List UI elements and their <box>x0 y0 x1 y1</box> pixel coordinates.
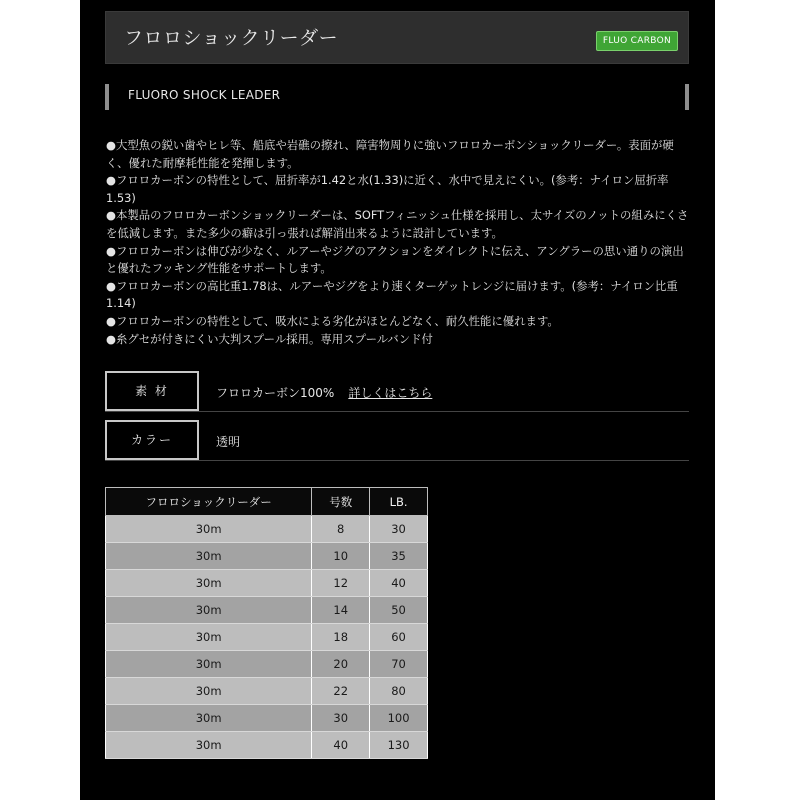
section-subheader <box>105 84 689 110</box>
lb-cell: 70 <box>370 651 428 678</box>
number-cell: 40 <box>312 732 370 759</box>
feature-item: ●フロロカーボンの高比重1.78は、ルアーやジグをより速くターゲットレンジに届けます。(参考：ナイロン比重1.14) <box>106 278 678 311</box>
table-row <box>106 678 428 705</box>
number-cell: 8 <box>312 516 370 543</box>
feature-item: ●大型魚の鋭い歯やヒレ等、船底や岩礁の擦れ、障害物周りに強いフロロカーボンショックリーダー。表面が硬く、優れた耐摩耗性能を発揮します。 <box>106 138 674 170</box>
feature-item: ●フロロカーボンの特性として、吸水による劣化がほとんどなく、耐久性能に優れます。 <box>106 313 559 328</box>
details-link[interactable]: 詳しくはこちら <box>348 386 433 400</box>
material-value-group <box>216 384 432 401</box>
color-label: カラー <box>105 420 199 460</box>
column-header-product: フロロショックリーダー <box>106 488 312 516</box>
length-cell: 30m <box>106 732 312 759</box>
specification-table <box>105 487 428 759</box>
table-row <box>106 705 428 732</box>
spec-row-material <box>105 371 689 412</box>
column-header-lb: LB. <box>370 488 428 516</box>
table-row <box>106 732 428 759</box>
table-header-row <box>106 488 428 516</box>
length-cell: 30m <box>106 678 312 705</box>
table-row <box>106 651 428 678</box>
section-title: FLUORO SHOCK LEADER <box>128 88 281 102</box>
lb-cell: 30 <box>370 516 428 543</box>
number-cell: 22 <box>312 678 370 705</box>
right-accent-bar <box>685 84 689 110</box>
feature-item: ●本製品のフロロカーボンショックリーダーは、SOFTフィニッシュ仕様を採用し、太サイズのノットの組みにくさを低減します。また多少の癖は引っ張れば解消出来るように設計しています。 <box>106 208 689 240</box>
length-cell: 30m <box>106 651 312 678</box>
length-cell: 30m <box>106 570 312 597</box>
feature-item: ●フロロカーボンは伸びが少なく、ルアーやジグのアクションをダイレクトに伝え、アングラーの思い通りの演出と優れたフッキング性能をサポートします。 <box>106 243 684 276</box>
length-cell: 30m <box>106 624 312 651</box>
feature-list <box>106 137 692 348</box>
lb-cell: 50 <box>370 597 428 624</box>
product-title: フロロショックリーダー <box>124 27 339 49</box>
number-cell: 12 <box>312 570 370 597</box>
length-cell: 30m <box>106 516 312 543</box>
lb-cell: 35 <box>370 543 428 570</box>
number-cell: 18 <box>312 624 370 651</box>
length-cell: 30m <box>106 597 312 624</box>
lb-cell: 100 <box>370 705 428 732</box>
table-row <box>106 570 428 597</box>
lb-cell: 130 <box>370 732 428 759</box>
lb-cell: 40 <box>370 570 428 597</box>
lb-cell: 80 <box>370 678 428 705</box>
number-cell: 30 <box>312 705 370 732</box>
material-value: フロロカーボン100% <box>216 386 335 400</box>
lb-cell: 60 <box>370 624 428 651</box>
spec-row-color <box>105 420 689 461</box>
length-cell: 30m <box>106 705 312 732</box>
feature-item: ●フロロカーボンの特性として、屈折率が1.42と水(1.33)に近く、水中で見えにくい。(参考：ナイロン屈折率1.53) <box>106 173 669 205</box>
number-cell: 20 <box>312 651 370 678</box>
feature-item: ●糸グセが付きにくい大判スプール採用。専用スプールバンド付 <box>106 331 433 346</box>
column-header-number: 号数 <box>312 488 370 516</box>
number-cell: 14 <box>312 597 370 624</box>
length-cell: 30m <box>106 543 312 570</box>
table-row <box>106 516 428 543</box>
table-row <box>106 543 428 570</box>
color-value: 透明 <box>216 435 241 449</box>
table-row <box>106 597 428 624</box>
number-cell: 10 <box>312 543 370 570</box>
material-label: 素 材 <box>105 371 199 411</box>
table-row <box>106 624 428 651</box>
left-accent-bar <box>105 84 109 110</box>
product-header <box>105 11 689 64</box>
fluo-carbon-badge: FLUO CARBON <box>596 31 678 51</box>
